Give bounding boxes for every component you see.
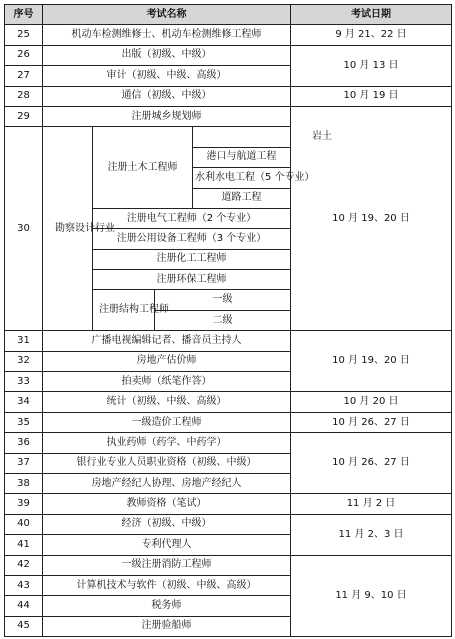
row-number: 32 <box>5 351 43 371</box>
exam-date: 10 月 13 日 <box>291 45 452 86</box>
table-row <box>5 25 452 45</box>
exam-name: 注册公用设备工程师（3 个专业） <box>93 229 291 249</box>
exam-name: 统计（初级、中级、高级） <box>43 392 291 412</box>
exam-name: 计算机技术与软件（初级、中级、高级） <box>43 575 291 595</box>
row-number: 26 <box>5 45 43 65</box>
table-row <box>5 106 452 126</box>
exam-date: 10 月 19、20 日 <box>291 331 452 392</box>
exam-name: 一级 <box>155 290 291 310</box>
exam-name: 专利代理人 <box>43 535 291 555</box>
exam-date: 10 月 26、27 日 <box>291 412 452 432</box>
row-number: 29 <box>5 106 43 126</box>
exam-name: 广播电视编辑记者、播音员主持人 <box>43 331 291 351</box>
exam-name: 出版（初级、中级） <box>43 45 291 65</box>
row-number: 28 <box>5 86 43 106</box>
exam-date: 11 月 9、10 日 <box>291 555 452 637</box>
table-row <box>5 555 452 575</box>
row-number: 38 <box>5 473 43 493</box>
exam-name: 房地产经纪人协理、房地产经纪人 <box>43 473 291 493</box>
header-exam-name: 考试名称 <box>43 5 291 25</box>
exam-date: 9 月 21、22 日 <box>291 25 452 45</box>
structural-engineer-group: 注册结构工程师 <box>93 290 155 331</box>
exam-name: 税务师 <box>43 596 291 616</box>
header-serial-number: 序号 <box>5 5 43 25</box>
category-survey-design: 勘察设计行业 <box>43 127 93 331</box>
header-exam-date: 考试日期 <box>291 5 452 25</box>
civil-engineer-group: 注册土木工程师 <box>93 127 193 209</box>
row-number: 36 <box>5 433 43 453</box>
exam-schedule-table <box>4 4 452 637</box>
exam-name: 一级注册消防工程师 <box>43 555 291 575</box>
row-number: 40 <box>5 514 43 534</box>
row-number: 41 <box>5 535 43 555</box>
exam-name: 教师资格（笔试） <box>43 494 291 514</box>
table-row <box>5 392 452 412</box>
exam-name: 注册环保工程师 <box>93 270 291 290</box>
table-row <box>5 127 452 147</box>
table-row <box>5 514 452 534</box>
exam-name: 一级造价工程师 <box>43 412 291 432</box>
exam-name: 审计（初级、中级、高级） <box>43 66 291 86</box>
table-row <box>5 86 452 106</box>
row-number: 39 <box>5 494 43 514</box>
exam-date: 10 月 19 日 <box>291 86 452 106</box>
exam-name: 水利水电工程（5 个专业） <box>193 168 291 188</box>
row-number: 37 <box>5 453 43 473</box>
exam-name: 注册城乡规划师 <box>43 106 291 126</box>
exam-name: 执业药师（药学、中药学） <box>43 433 291 453</box>
exam-name: 道路工程 <box>193 188 291 208</box>
table-row <box>5 45 452 65</box>
exam-date: 11 月 2 日 <box>291 494 452 514</box>
row-number: 31 <box>5 331 43 351</box>
row-number: 45 <box>5 616 43 636</box>
row-number: 34 <box>5 392 43 412</box>
exam-name: 机动车检测维修士、机动车检测维修工程师 <box>43 25 291 45</box>
table-row <box>5 331 452 351</box>
exam-name: 港口与航道工程 <box>193 147 291 167</box>
exam-date: 10 月 19、20 日 <box>291 106 452 330</box>
exam-date: 10 月 20 日 <box>291 392 452 412</box>
row-number: 44 <box>5 596 43 616</box>
exam-name: 注册电气工程师（2 个专业） <box>93 208 291 228</box>
exam-name: 二级 <box>155 310 291 330</box>
table-row <box>5 433 452 453</box>
exam-name: 银行业专业人员职业资格（初级、中级） <box>43 453 291 473</box>
row-number: 43 <box>5 575 43 595</box>
exam-name: 岩土 <box>193 127 452 147</box>
row-number: 25 <box>5 25 43 45</box>
exam-date: 11 月 2、3 日 <box>291 514 452 555</box>
exam-name: 经济（初级、中级） <box>43 514 291 534</box>
row-number: 35 <box>5 412 43 432</box>
row-number: 30 <box>5 127 43 331</box>
exam-name: 通信（初级、中级） <box>43 86 291 106</box>
row-number: 27 <box>5 66 43 86</box>
row-number: 33 <box>5 372 43 392</box>
row-number: 42 <box>5 555 43 575</box>
table-header-row <box>5 5 452 25</box>
table-row <box>5 494 452 514</box>
exam-name: 注册化工工程师 <box>93 249 291 269</box>
table-row <box>5 412 452 432</box>
exam-name: 房地产估价师 <box>43 351 291 371</box>
exam-date: 10 月 26、27 日 <box>291 433 452 494</box>
exam-name: 拍卖师（纸笔作答） <box>43 372 291 392</box>
exam-name: 注册验船师 <box>43 616 291 636</box>
